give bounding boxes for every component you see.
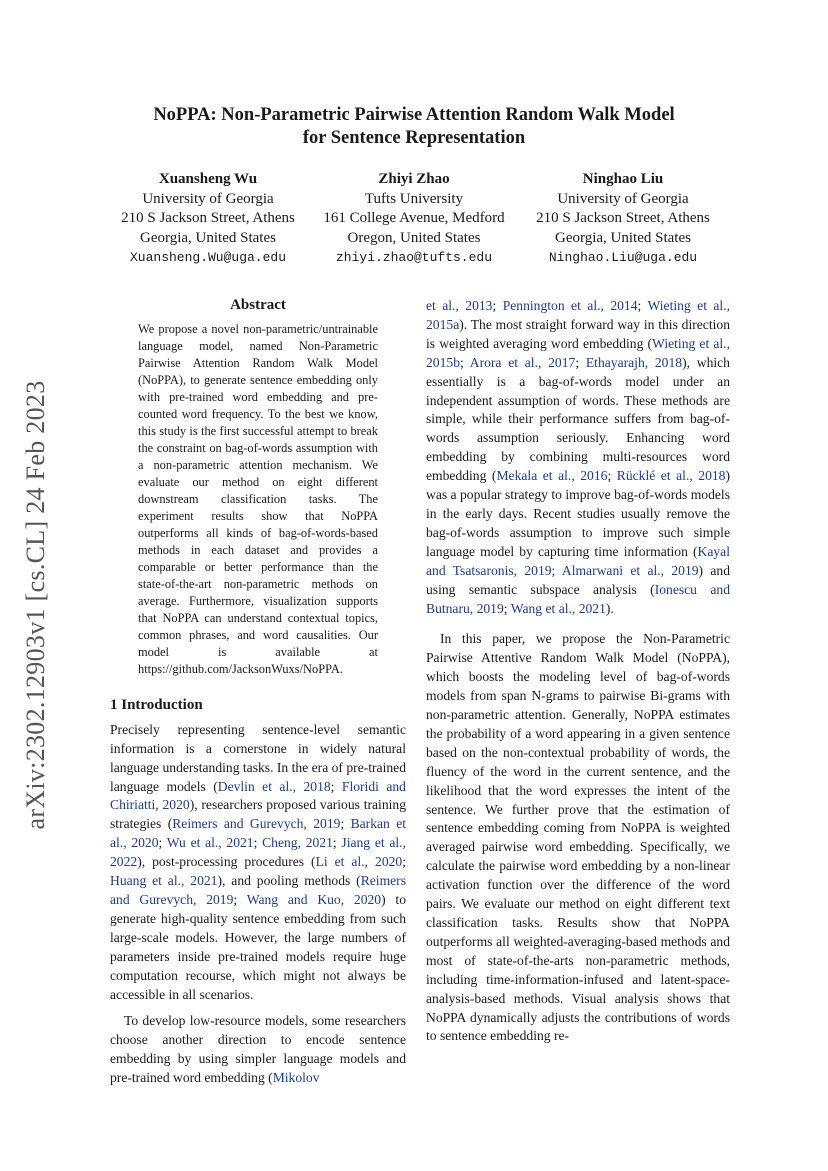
citation-link[interactable]: et al., 2013 (426, 298, 493, 313)
author-email[interactable]: Xuansheng.Wu@uga.edu (129, 250, 287, 265)
author-affiliation: University of Georgia (557, 190, 689, 207)
author-region: Georgia, United States (140, 229, 276, 246)
body-text: ; (340, 816, 351, 832)
citation-link[interactable]: Ionescu and Butnaru, 2019 (426, 581, 730, 616)
body-text: ). The most straight forward way in this direction is weighted averaging word embedding ( (426, 316, 730, 351)
body-text: ) to generate high-quality sentence embedding from such large-scale models. However, the large numbers of parameters inside pre-trained models require huge computation recourse, which might not always be accessible in all scenarios. (110, 891, 407, 1002)
body-text: ). (605, 600, 614, 616)
title-line-2: for Sentence Representation (302, 128, 526, 148)
body-text: ; (503, 600, 511, 616)
citation-link[interactable]: Wieting et al., 2015b (426, 335, 730, 370)
citation-link[interactable]: Arora et al., 2017 (469, 354, 576, 370)
body-text: ), which essentially is a bag-of-words model under an independent assumption of words. These methods are simple, while their performance suffers from bag-of-words assumption seriously. Enhancing word embedding by combining multi-resources word embedding ( (426, 354, 730, 484)
author-address: 210 S Jackson Street, Athens (121, 210, 295, 226)
abstract-heading: Abstract (230, 297, 286, 313)
citation-link[interactable]: Pennington et al., 2014 (502, 298, 638, 313)
left-column (110, 296, 406, 1088)
body-text: ) was a popular strategy to improve bag-of-words models in the early days. Recent studies usually remove the bag-of-words assumption to improve such simple language model by capturing time information ( (426, 468, 730, 559)
body-paragraph-2 (426, 630, 730, 1046)
citation-link[interactable]: Mikolov (272, 1070, 320, 1086)
body-text: ), researchers proposed various training strategies ( (110, 797, 407, 832)
author-address: 161 College Avenue, Medford (323, 210, 505, 226)
author-address: 210 S Jackson Street, Athens (536, 210, 710, 226)
body-text: ; (607, 468, 617, 484)
body-text: ; (637, 298, 648, 313)
body-text: To develop low-resource models, some researchers choose another direction to encode sentence embedding by using simpler language models and pre-trained word embedding ( (110, 1013, 406, 1086)
citation-link[interactable]: Rücklé et al., 2018 (616, 468, 726, 484)
citation-link[interactable]: Reimers and Gurevych, 2019 (110, 873, 406, 907)
body-text: Precisely representing sentence-level semantic information is a cornerstone in widely natural language understanding tasks. In the era of pre-trained language models ( (110, 721, 406, 794)
body-text: ; (330, 778, 342, 794)
right-column (426, 297, 730, 1046)
citation-link[interactable]: Ethayarajh, 2018 (585, 354, 683, 370)
author-email[interactable]: zhiyi.zhao@tufts.edu (335, 250, 493, 265)
paper-title (80, 104, 748, 150)
citation-link[interactable]: Almarwani et al., 2019 (561, 562, 699, 578)
citation-link[interactable]: Li et al., 2020 (315, 854, 403, 870)
body-text: In this paper, we propose the Non-Parametric Pairwise Attentive Random Walk Model (NoPPA), which boosts the modeling level of bag-of-words models from span N-grams to pairwise Bi-grams with non-parametric attention. Generally, NoPPA estimates the probability of a word appearing in a given sentence based on the non-contextual probability of words, the fluency of the word in the current sentence, and the likelihood that the word expresses the intent of the sentence. We further prove that the estimation of sentence embedding coming from NoPPA is weighted averaged pairwise word embedding. Specifically, we calculate the pairwise word embedding by a non-linear activation function over the difference of the word pairs. We evaluate our method on eight different text classification tasks. Results show that NoPPA outperforms all weighted-averaging-based methods and most of state-of-the-arts non-parametric methods, including time-information-infused and latent-space-analysis-based methods. Visual analysis shows that NoPPA dynamically adjusts the contributions of words to sentence embedding re- (426, 631, 730, 1044)
citation-link[interactable]: Huang et al., 2021 (110, 873, 218, 889)
citation-link[interactable]: Cheng, 2021 (262, 835, 333, 851)
arxiv-sidebar-stamp (16, 350, 56, 860)
body-text: ), post-processing procedures ( (137, 854, 316, 870)
citation-link[interactable]: Wang et al., 2021 (510, 600, 606, 616)
citation-link[interactable]: Jiang et al., 2022 (110, 835, 406, 870)
author-region: Georgia, United States (555, 229, 691, 246)
author-affiliation: Tufts University (364, 190, 464, 207)
citation-link[interactable]: Reimers and Gurevych, 2019 (172, 816, 341, 832)
author-email[interactable]: Ninghao.Liu@uga.edu (548, 250, 698, 265)
author-region: Oregon, United States (347, 229, 481, 246)
citation-link[interactable]: Mekala et al., 2016 (496, 468, 608, 484)
body-text: ; (402, 854, 406, 870)
citation-link[interactable]: Floridi and Chiriatti, 2020 (110, 778, 406, 813)
author-affiliation: University of Georgia (142, 190, 274, 207)
body-text: ; (332, 835, 342, 851)
author-block (525, 170, 721, 268)
citation-link[interactable]: Wieting et al., 2015a (426, 298, 731, 332)
title-line-1: NoPPA: Non-Parametric Pairwise Attention Random Walk Model (153, 105, 675, 125)
citation-link[interactable]: Kayal and Tsatsaronis, 2019 (426, 543, 730, 578)
author-name: Ninghao Liu (582, 171, 664, 187)
citation-link[interactable]: Barkan et al., 2020 (110, 816, 407, 851)
citation-link[interactable]: Wu et al., 2021 (166, 835, 254, 851)
body-text: ; (158, 835, 167, 851)
author-name: Xuansheng Wu (158, 171, 258, 187)
body-text: ; (551, 562, 562, 578)
citation-link[interactable]: Wang and Kuo, 2020 (246, 891, 382, 907)
body-text: ; (459, 354, 470, 370)
body-text: ; (233, 891, 247, 907)
arxiv-identifier: arXiv:2302.12903v1 [cs.CL] 24 Feb 2023 (21, 380, 50, 830)
citation-link[interactable]: Devlin et al., 2018 (217, 778, 331, 794)
body-text: ; (575, 354, 586, 370)
body-text: ), and pooling methods ( (217, 873, 361, 889)
section-heading-introduction: 1 Introduction (110, 696, 203, 713)
intro-paragraph-1 (110, 721, 406, 1005)
body-text: ; (253, 835, 263, 851)
author-block (313, 170, 515, 268)
body-text: ) and using semantic subspace analysis ( (426, 562, 731, 597)
body-paragraph-1 (426, 297, 730, 618)
author-block (110, 170, 306, 268)
intro-paragraph-2 (110, 1012, 406, 1088)
body-text: ; (492, 298, 503, 313)
abstract-text: We propose a novel non-parametric/untrainable language model, named Non-Parametric Pairwise Attention Random Walk Model (NoPPA), to generate sentence embedding only with pre-trained word embedding and pre-counted word frequency. To the best we know, this study is the first successful attempt to break the constraint on bag-of-words assumption with a non-parametric attention mechanism. We evaluate our method on eight different downstream classification tasks. The experiment results show that NoPPA outperforms all kinds of bag-of-words-based methods in each dataset and provides a comparable or better performance than the state-of-the-art non-parametric methods on average. Furthermore, visualization supports that NoPPA can understand contextual topics, common phrases, and word causalities. Our model is available at https://github.com/JacksonWuxs/NoPPA. (138, 321, 378, 676)
author-name: Zhiyi Zhao (378, 171, 450, 187)
